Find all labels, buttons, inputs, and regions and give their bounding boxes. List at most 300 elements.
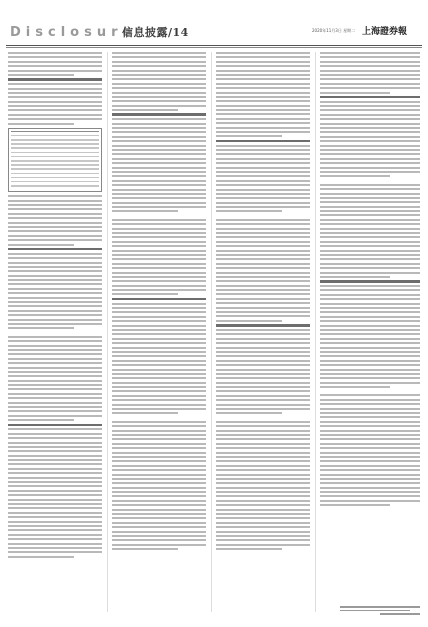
text-line <box>216 131 310 133</box>
text-line <box>112 263 206 265</box>
text-line <box>216 395 310 397</box>
text-line <box>112 465 206 467</box>
text-line <box>8 556 74 558</box>
text-line <box>8 314 102 316</box>
paragraph-heading <box>320 280 420 282</box>
text-line <box>216 113 310 115</box>
text-line <box>112 333 206 335</box>
text-line <box>216 293 310 295</box>
text-line <box>320 360 420 362</box>
text-line <box>8 521 102 523</box>
text-line <box>216 456 310 458</box>
text-column-3 <box>216 52 310 612</box>
text-line <box>216 241 310 243</box>
text-line <box>216 83 310 85</box>
text-line <box>320 447 420 449</box>
text-line <box>8 244 74 246</box>
text-line <box>320 303 420 305</box>
text-line <box>112 189 206 191</box>
text-line <box>8 481 102 483</box>
text-line <box>8 213 102 215</box>
text-line <box>112 373 206 375</box>
masthead <box>4 20 424 46</box>
text-line <box>8 257 102 259</box>
text-line <box>216 118 310 120</box>
text-line <box>112 96 206 98</box>
text-line <box>112 254 206 256</box>
text-line <box>112 342 206 344</box>
paragraph-heading <box>8 248 102 250</box>
text-line <box>112 307 206 309</box>
text-line <box>320 500 420 502</box>
text-line <box>216 377 310 379</box>
text-line <box>112 52 206 54</box>
text-line <box>8 410 102 412</box>
text-line <box>216 500 310 502</box>
text-line <box>8 195 102 197</box>
text-line <box>216 355 310 357</box>
text-line <box>216 258 310 260</box>
text-line <box>216 52 310 54</box>
text-line <box>216 315 310 317</box>
text-line <box>320 403 420 405</box>
text-line <box>216 280 310 282</box>
text-line <box>216 87 310 89</box>
text-line <box>112 123 206 125</box>
text-line <box>216 434 310 436</box>
text-line <box>112 245 206 247</box>
text-line <box>8 503 102 505</box>
section-title: 信息披露/14 <box>122 26 189 39</box>
text-line <box>8 472 102 474</box>
text-line <box>112 491 206 493</box>
text-line <box>112 61 206 63</box>
text-line <box>320 214 420 216</box>
text-line <box>8 235 102 237</box>
text-line <box>8 353 102 355</box>
text-line <box>320 219 420 221</box>
newspaper-name: 上海證券報 <box>362 27 408 37</box>
text-line <box>8 349 102 351</box>
text-line <box>320 131 420 133</box>
text-line <box>8 105 102 107</box>
text-line <box>112 526 206 528</box>
text-line <box>320 316 420 318</box>
text-line <box>112 325 206 327</box>
text-line <box>8 455 102 457</box>
text-line <box>112 293 178 295</box>
text-line <box>112 447 206 449</box>
text-line <box>320 355 420 357</box>
text-line <box>112 149 206 151</box>
text-line <box>8 551 102 553</box>
text-line <box>320 298 420 300</box>
text-line <box>112 504 206 506</box>
text-line <box>8 123 74 125</box>
column-divider <box>107 52 108 612</box>
text-line <box>112 193 206 195</box>
text-line <box>216 289 310 291</box>
text-line <box>8 384 102 386</box>
column-divider <box>211 52 212 612</box>
text-line <box>112 500 206 502</box>
text-line <box>216 438 310 440</box>
text-line <box>8 230 102 232</box>
text-line <box>320 460 420 462</box>
text-line <box>8 446 102 448</box>
text-line <box>320 206 420 208</box>
text-line <box>320 338 420 340</box>
text-line <box>320 171 420 173</box>
text-line <box>216 469 310 471</box>
text-line <box>216 333 310 335</box>
text-line <box>320 241 420 243</box>
brand-logo-text: Disclosure <box>10 25 137 40</box>
text-line <box>216 404 310 406</box>
text-line <box>112 219 206 221</box>
text-line <box>8 200 102 202</box>
text-line <box>320 430 420 432</box>
paragraph-heading <box>8 78 102 80</box>
text-line <box>112 438 206 440</box>
text-line <box>112 412 178 414</box>
text-line <box>320 245 420 247</box>
paragraph-heading <box>8 424 102 426</box>
text-line <box>320 254 420 256</box>
text-line <box>112 171 206 173</box>
text-line <box>216 373 310 375</box>
text-line <box>216 263 310 265</box>
text-line <box>320 294 420 296</box>
text-line <box>216 491 310 493</box>
text-line <box>112 495 206 497</box>
text-line <box>216 399 310 401</box>
text-line <box>320 333 420 335</box>
text-line <box>8 208 102 210</box>
text-line <box>112 180 206 182</box>
data-table <box>8 128 102 193</box>
text-line <box>216 272 310 274</box>
paragraph-heading <box>112 298 206 300</box>
text-line <box>8 118 102 120</box>
paragraph-heading <box>320 96 420 98</box>
text-line <box>8 109 102 111</box>
text-line <box>216 158 310 160</box>
text-line <box>216 425 310 427</box>
text-line <box>112 347 206 349</box>
text-line <box>112 487 206 489</box>
text-line <box>112 267 206 269</box>
text-line <box>112 320 206 322</box>
text-line <box>216 539 310 541</box>
text-line <box>320 127 420 129</box>
text-line <box>320 373 420 375</box>
text-line <box>112 303 206 305</box>
text-line <box>216 65 310 67</box>
text-line <box>216 408 310 410</box>
text-line <box>216 386 310 388</box>
text-line <box>112 280 206 282</box>
text-line <box>8 507 102 509</box>
text-line <box>112 232 206 234</box>
text-line <box>112 87 206 89</box>
text-line <box>112 434 206 436</box>
text-line <box>112 355 206 357</box>
text-line <box>112 285 206 287</box>
text-line <box>216 232 310 234</box>
text-line <box>112 509 206 511</box>
text-line <box>8 485 102 487</box>
text-line <box>216 329 310 331</box>
text-line <box>216 338 310 340</box>
text-line <box>8 217 102 219</box>
text-line <box>320 408 420 410</box>
text-line <box>320 386 390 388</box>
text-line <box>112 351 206 353</box>
text-line <box>112 100 206 102</box>
text-line <box>8 266 102 268</box>
text-line <box>112 206 206 208</box>
text-line <box>8 288 102 290</box>
text-line <box>8 96 102 98</box>
text-line <box>320 184 420 186</box>
text-line <box>112 223 206 225</box>
text-line <box>320 465 420 467</box>
text-line <box>216 544 310 546</box>
text-line <box>320 175 390 177</box>
text-line <box>320 74 420 76</box>
text-line <box>216 531 310 533</box>
text-line <box>216 153 310 155</box>
text-line <box>8 239 102 241</box>
text-line <box>320 114 420 116</box>
text-line <box>112 517 206 519</box>
text-line <box>216 474 310 476</box>
text-line <box>8 226 102 228</box>
text-line <box>112 377 206 379</box>
text-line <box>8 547 102 549</box>
text-line <box>216 298 310 300</box>
text-line <box>320 325 420 327</box>
text-line <box>8 367 102 369</box>
text-line <box>8 327 74 329</box>
text-line <box>320 78 420 80</box>
text-line <box>8 397 102 399</box>
text-line <box>112 109 178 111</box>
text-line <box>112 522 206 524</box>
text-line <box>320 83 420 85</box>
text-line <box>216 351 310 353</box>
text-line <box>216 347 310 349</box>
text-line <box>112 56 206 58</box>
text-line <box>216 513 310 515</box>
text-line <box>112 364 206 366</box>
text-line <box>112 460 206 462</box>
text-line <box>216 447 310 449</box>
text-line <box>112 338 206 340</box>
text-line <box>320 210 420 212</box>
text-line <box>8 283 102 285</box>
text-line <box>216 342 310 344</box>
text-line <box>320 474 420 476</box>
text-line <box>8 114 102 116</box>
text-line <box>320 250 420 252</box>
text-line <box>112 478 206 480</box>
text-line <box>216 382 310 384</box>
text-line <box>8 279 102 281</box>
text-line <box>320 307 420 309</box>
text-line <box>320 162 420 164</box>
text-line <box>216 96 310 98</box>
text-line <box>8 253 102 255</box>
text-line <box>112 105 206 107</box>
text-line <box>216 184 310 186</box>
text-line <box>8 463 102 465</box>
text-line <box>8 275 102 277</box>
text-line <box>320 416 420 418</box>
text-line <box>216 430 310 432</box>
column-divider <box>315 52 316 612</box>
text-line <box>216 307 310 309</box>
text-line <box>320 232 420 234</box>
page-footer <box>340 606 420 617</box>
text-line <box>112 408 206 410</box>
text-line <box>8 543 102 545</box>
text-line <box>320 87 420 89</box>
text-line <box>112 78 206 80</box>
text-line <box>8 380 102 382</box>
text-line <box>320 258 420 260</box>
text-line <box>8 525 102 527</box>
text-line <box>112 162 206 164</box>
text-line <box>112 167 206 169</box>
text-line <box>216 509 310 511</box>
text-line <box>216 61 310 63</box>
text-line <box>216 504 310 506</box>
text-line <box>112 513 206 515</box>
text-line <box>216 495 310 497</box>
text-line <box>216 127 310 129</box>
text-line <box>216 122 310 124</box>
text-line <box>112 425 206 427</box>
text-line <box>320 65 420 67</box>
text-line <box>112 65 206 67</box>
text-line <box>320 193 420 195</box>
text-line <box>8 402 102 404</box>
text-line <box>8 92 102 94</box>
text-line <box>112 118 206 120</box>
text-line <box>320 421 420 423</box>
paragraph-heading <box>216 140 310 142</box>
text-line <box>216 364 310 366</box>
text-line <box>320 158 420 160</box>
text-line <box>320 145 420 147</box>
text-line <box>320 320 420 322</box>
text-line <box>216 206 310 208</box>
text-line <box>216 482 310 484</box>
text-line <box>8 358 102 360</box>
text-column-4 <box>320 52 420 612</box>
text-line <box>8 375 102 377</box>
text-line <box>112 202 206 204</box>
text-line <box>8 388 102 390</box>
text-line <box>320 276 390 278</box>
text-line <box>216 180 310 182</box>
text-line <box>8 494 102 496</box>
text-line <box>8 65 102 67</box>
text-column-2 <box>112 52 206 612</box>
paragraph-heading <box>216 324 310 326</box>
text-line <box>112 127 206 129</box>
text-line <box>112 272 206 274</box>
text-line <box>320 394 420 396</box>
text-line <box>216 223 310 225</box>
text-line <box>320 201 420 203</box>
text-line <box>320 105 420 107</box>
text-line <box>112 92 206 94</box>
text-line <box>8 499 102 501</box>
masthead-rule <box>6 45 422 46</box>
text-line <box>8 419 74 421</box>
text-line <box>8 490 102 492</box>
text-line <box>112 197 206 199</box>
paragraph-heading <box>112 113 206 115</box>
text-line <box>216 412 282 414</box>
text-line <box>112 316 206 318</box>
text-line <box>112 390 206 392</box>
text-line <box>112 175 206 177</box>
text-line <box>320 236 420 238</box>
text-line <box>216 109 310 111</box>
text-line <box>216 390 310 392</box>
text-line <box>216 465 310 467</box>
text-line <box>8 323 102 325</box>
text-line <box>8 310 102 312</box>
text-line <box>320 369 420 371</box>
text-line <box>320 495 420 497</box>
text-line <box>216 443 310 445</box>
text-line <box>320 61 420 63</box>
text-line <box>112 131 206 133</box>
text-line <box>8 270 102 272</box>
text-line <box>112 544 206 546</box>
text-line <box>112 136 206 138</box>
text-line <box>320 123 420 125</box>
text-line <box>112 386 206 388</box>
text-line <box>8 101 102 103</box>
text-line <box>320 140 420 142</box>
text-line <box>216 78 310 80</box>
text-line <box>8 88 102 90</box>
text-line <box>112 158 206 160</box>
text-line <box>216 452 310 454</box>
text-line <box>8 204 102 206</box>
text-line <box>320 153 420 155</box>
text-line <box>112 382 206 384</box>
text-line <box>112 184 206 186</box>
text-line <box>8 534 102 536</box>
text-line <box>216 267 310 269</box>
text-line <box>112 548 178 550</box>
text-line <box>216 517 310 519</box>
text-line <box>8 477 102 479</box>
text-line <box>8 459 102 461</box>
text-line <box>320 364 420 366</box>
text-line <box>320 52 420 54</box>
text-line <box>112 236 206 238</box>
text-line <box>112 443 206 445</box>
text-line <box>112 311 206 313</box>
